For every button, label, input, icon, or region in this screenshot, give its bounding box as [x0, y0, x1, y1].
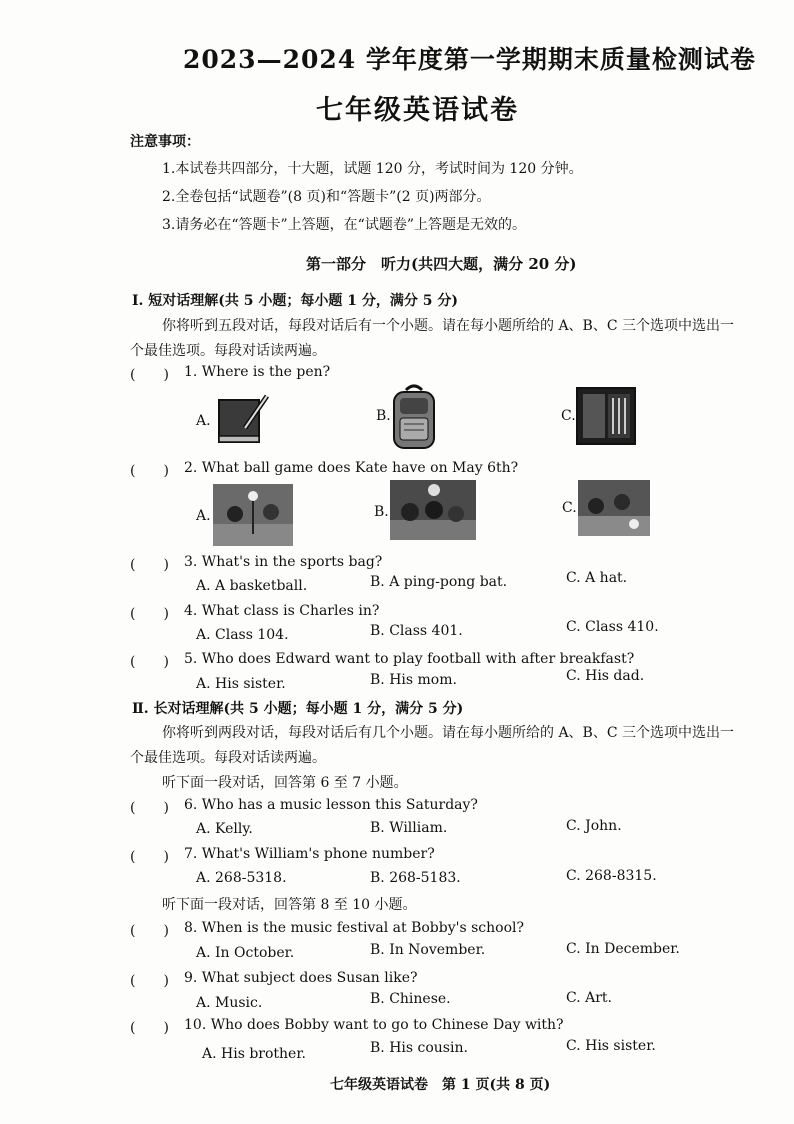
section1-heading: Ⅰ. 短对话理解(共 5 小题；每小题 1 分，满分 5 分) [132, 293, 459, 309]
notice-item-1: 1.本试卷共四部分，十大题，试题 120 分，考试时间为 120 分钟。 [162, 161, 583, 177]
section2-intro-line2: 个最佳选项。每段对话读两遍。 [130, 750, 326, 766]
q5-option-a: A. His sister. [196, 676, 286, 692]
question-1: 1. Where is the pen? [184, 364, 331, 380]
q7-option-c: C. 268-8315. [566, 868, 657, 884]
section1-intro-line1: 你将听到五段对话，每段对话后有一个小题。请在每小题所给的 A、B、C 三个选项中选出一 [162, 318, 735, 334]
q7-option-b: B. 268-5183. [370, 870, 461, 886]
notice-heading: 注意事项： [130, 134, 200, 150]
q5-option-b: B. His mom. [370, 672, 457, 688]
q10-option-b: B. His cousin. [370, 1040, 468, 1056]
section2-heading: Ⅱ. 长对话理解(共 5 小题；每小题 1 分，满分 5 分) [132, 701, 464, 717]
answer-blank-7[interactable]: ( ) [130, 849, 169, 865]
q2-option-b: B. [374, 504, 389, 520]
q8-option-a: A. In October. [196, 945, 295, 961]
basketball-scene-image [390, 480, 476, 540]
answer-blank-1[interactable]: ( ) [130, 367, 169, 383]
section1-intro-line2: 个最佳选项。每段对话读两遍。 [130, 343, 326, 359]
question-10: 10. Who does Bobby want to go to Chinese Day with? [184, 1017, 564, 1033]
question-3: 3. What's in the sports bag? [184, 554, 383, 570]
q3-option-a: A. A basketball. [196, 578, 308, 594]
page-footer: 七年级英语试卷 第 1 页(共 8 页) [330, 1077, 551, 1093]
question-4: 4. What class is Charles in? [184, 603, 380, 619]
answer-blank-5[interactable]: ( ) [130, 654, 169, 670]
dialog1-instruction: 听下面一段对话，回答第 6 至 7 小题。 [162, 775, 408, 791]
answer-blank-6[interactable]: ( ) [130, 800, 169, 816]
notice-item-3: 3.请务必在“答题卡”上答题，在“试题卷”上答题是无效的。 [162, 217, 526, 233]
answer-blank-3[interactable]: ( ) [130, 557, 169, 573]
q9-option-b: B. Chinese. [370, 991, 451, 1007]
answer-blank-8[interactable]: ( ) [130, 923, 169, 939]
q6-option-a: A. Kelly. [196, 821, 253, 837]
q1-option-b: B. [376, 408, 391, 424]
q6-option-c: C. John. [566, 818, 622, 834]
q1-option-c: C. [561, 408, 576, 424]
answer-blank-2[interactable]: ( ) [130, 463, 169, 479]
part1-heading: 第一部分 听力(共四大题，满分 20 分) [306, 255, 577, 273]
q10-option-c: C. His sister. [566, 1038, 656, 1054]
pencil-case-icon [575, 386, 637, 446]
q9-option-a: A. Music. [196, 995, 263, 1011]
q7-option-a: A. 268-5318. [196, 870, 287, 886]
q2-option-c: C. [562, 500, 577, 516]
q4-option-c: C. Class 410. [566, 619, 659, 635]
q2-option-a: A. [196, 508, 211, 524]
question-9: 9. What subject does Susan like? [184, 970, 418, 986]
answer-blank-4[interactable]: ( ) [130, 606, 169, 622]
q6-option-b: B. William. [370, 820, 448, 836]
q1-option-a: A. [196, 413, 211, 429]
question-8: 8. When is the music festival at Bobby's school? [184, 920, 524, 936]
volleyball-scene-image [213, 484, 293, 546]
backpack-icon [388, 384, 440, 452]
section2-intro-line1: 你将听到两段对话，每段对话后有几个小题。请在每小题所给的 A、B、C 三个选项中选出一 [162, 725, 735, 741]
notice-item-2: 2.全卷包括“试题卷”(8 页)和“答题卡”(2 页)两部分。 [162, 189, 491, 205]
answer-blank-10[interactable]: ( ) [130, 1020, 169, 1036]
q9-option-c: C. Art. [566, 990, 612, 1006]
soccer-scene-image [578, 480, 650, 536]
q8-option-c: C. In December. [566, 941, 680, 957]
answer-blank-9[interactable]: ( ) [130, 973, 169, 989]
question-6: 6. Who has a music lesson this Saturday? [184, 797, 478, 813]
q3-option-b: B. A ping-pong bat. [370, 574, 508, 590]
exam-subtitle: 七年级英语试卷 [316, 95, 519, 126]
question-5: 5. Who does Edward want to play football with after breakfast? [184, 651, 635, 667]
question-7: 7. What's William's phone number? [184, 846, 435, 862]
q4-option-a: A. Class 104. [196, 627, 289, 643]
question-2: 2. What ball game does Kate have on May 6th? [184, 460, 519, 476]
q3-option-c: C. A hat. [566, 570, 628, 586]
q10-option-a: A. His brother. [202, 1046, 306, 1062]
dialog2-instruction: 听下面一段对话，回答第 8 至 10 小题。 [162, 897, 417, 913]
exam-title: 2023—2024 学年度第一学期期末质量检测试卷 [183, 45, 756, 74]
q8-option-b: B. In November. [370, 942, 486, 958]
q4-option-b: B. Class 401. [370, 623, 463, 639]
q5-option-c: C. His dad. [566, 668, 645, 684]
book-icon [215, 392, 271, 448]
